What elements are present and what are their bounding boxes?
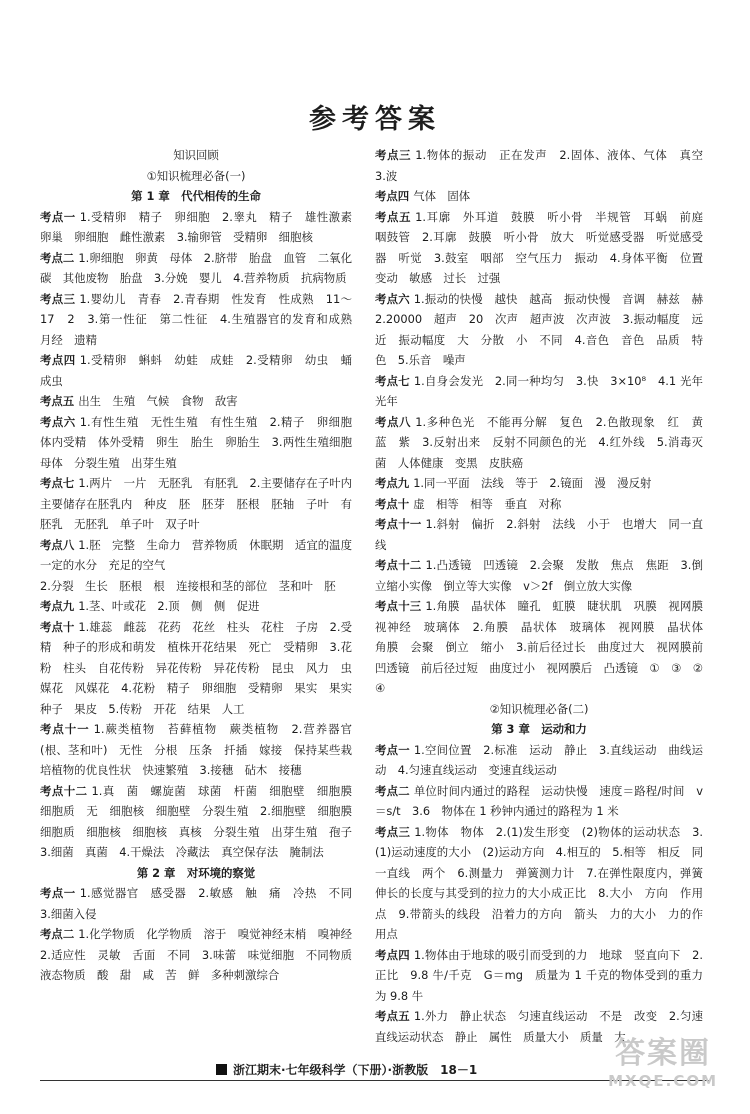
footer bbox=[216, 1061, 477, 1078]
point-label: 考点四 bbox=[40, 353, 76, 367]
answer-text: 1.真 菌 螺旋菌 球菌 杆菌 细胞壁 细胞膜 细胞质 无 细胞核 细胞壁 分裂生殖 2.细胞壁 细胞膜 细胞质 细胞核 细胞核 真核 分裂生殖 出芽生殖 孢子 3.细菌 真菌 4.干燥法 冷藏法 真空保存法 腌制法 bbox=[40, 783, 364, 859]
answer-item bbox=[40, 248, 352, 289]
answer-item bbox=[40, 576, 352, 597]
chapter-1-items bbox=[40, 207, 364, 863]
answer-item bbox=[375, 514, 703, 555]
point-label: 考点三 bbox=[40, 291, 76, 306]
answer-item bbox=[375, 822, 703, 945]
answer-text: 1.自身会发光 2.同一种均匀 3.快 3×10⁸ 4.1 光年 光年 bbox=[375, 373, 715, 408]
point-label: 考点五 bbox=[375, 209, 412, 224]
point-label: 考点九 bbox=[40, 599, 75, 613]
chapter-1-heading: 第 1 章 代代相传的生命 bbox=[131, 189, 261, 203]
point-label: 考点七 bbox=[40, 476, 75, 490]
point-label: 考点一 bbox=[40, 886, 76, 900]
point-label: 考点五 bbox=[375, 1009, 410, 1023]
answer-item bbox=[40, 473, 364, 535]
answer-text: 1.振动的快慢 越快 越高 振动快慢 音调 赫兹 赫 2.20000 超声 20 次声 超声波 次声波 3.振动幅度 远近 振动幅度 大 分散 小 不同 4.音色 音色 品质 特色 5.乐音 噪声 bbox=[375, 291, 715, 367]
answer-item bbox=[375, 186, 703, 207]
answer-item bbox=[375, 371, 715, 412]
point-label: 考点二 bbox=[375, 783, 410, 798]
answer-text: 1.卵细胞 卵黄 母体 2.脐带 胎盘 血管 二氧化碳 其他废物 胎盘 3.分娩 婴儿 4.营养物质 抗病物质 bbox=[40, 250, 352, 285]
point-label: 考点一 bbox=[375, 742, 410, 757]
answer-text: 出生 生殖 气候 食物 敌害 bbox=[78, 394, 238, 408]
answer-item bbox=[40, 412, 364, 474]
answer-item bbox=[40, 535, 364, 576]
section-heading-two: ②知识梳理必备(二) bbox=[489, 701, 589, 716]
answer-item bbox=[375, 781, 703, 822]
point-label: 考点五 bbox=[40, 394, 75, 408]
answer-text: 1.感觉器官 感受器 2.敏感 触 痛 冷热 不同 3.细菌入侵 bbox=[40, 886, 364, 921]
answer-item bbox=[375, 145, 715, 186]
chapter-3-items bbox=[375, 740, 703, 1048]
answer-text: 1.婴幼儿 青春 2.青春期 性发育 性成熟 11～17 2 3.第一性征 第二性征 4.生殖器官的发育和成熟 月经 遗精 bbox=[40, 291, 364, 347]
chapter-2-items bbox=[40, 883, 364, 986]
answer-item bbox=[375, 596, 715, 699]
answer-text: 1.受精卵 精子 卵细胞 2.睾丸 精子 雄性激素 卵巢 卵细胞 雌性激素 3.输卵管 受精卵 细胞核 bbox=[40, 209, 364, 244]
chapter-2-items-cont bbox=[375, 145, 715, 699]
watermark bbox=[608, 1028, 718, 1090]
answer-text: 单位时间内通过的路程 运动快慢 速度＝路程/时间 v＝s/t 3.6 物体在 1 秒钟内通过的路程为 1 米 bbox=[375, 783, 703, 818]
watermark-url: MXQE.COM bbox=[608, 1072, 718, 1090]
page-title: 参考答案 bbox=[309, 104, 441, 135]
point-label: 考点一 bbox=[40, 209, 76, 224]
answer-item bbox=[40, 924, 364, 986]
answer-text: 1.空间位置 2.标准 运动 静止 3.直线运动 曲线运动 4.匀速直线运动 变速直线运动 bbox=[375, 742, 703, 777]
answer-text: 1.茎、叶或花 2.顶 侧 侧 促进 bbox=[78, 599, 260, 613]
answer-text: 2.分裂 生长 胚根 根 连接根和茎的部位 茎和叶 胚 bbox=[40, 578, 336, 593]
answer-text: 虚 相等 相等 垂直 对称 bbox=[413, 496, 562, 511]
answer-item bbox=[40, 883, 364, 924]
answer-item bbox=[40, 391, 352, 412]
point-label: 考点二 bbox=[40, 250, 75, 265]
point-label: 考点十三 bbox=[375, 599, 422, 613]
point-label: 考点十二 bbox=[375, 558, 422, 572]
footer-text: 浙江期末·七年级科学（下册）·浙教版 18－1 bbox=[233, 1063, 478, 1077]
answer-item bbox=[40, 289, 364, 351]
chapter-3-heading: 第 3 章 运动和力 bbox=[491, 722, 587, 736]
answer-text: 1.化学物质 化学物质 溶于 嗅觉神经末梢 嗅神经 2.适应性 灵敏 舌面 不同 3.味蕾 味觉细胞 不同物质 液态物质 酸 甜 咸 苦 鲜 多种刺激综合 bbox=[40, 927, 364, 982]
answer-item bbox=[375, 289, 715, 371]
answer-item bbox=[40, 596, 352, 617]
point-label: 考点十 bbox=[375, 496, 410, 511]
point-label: 考点十一 bbox=[40, 722, 90, 736]
answer-text: 1.凸透镜 凹透镜 2.会聚 发散 焦点 焦距 3.倒立缩小实像 倒立等大实像 v＞2f 倒立放大实像 bbox=[375, 558, 703, 593]
watermark-logo: 答案圈 bbox=[615, 1036, 712, 1071]
answer-item bbox=[375, 555, 703, 596]
answer-item bbox=[375, 494, 703, 515]
answer-item bbox=[375, 473, 703, 494]
answer-text: 1.外力 静止状态 匀速直线运动 不是 改变 2.匀速直线运动状态 静止 属性 质量大小 质量 大 bbox=[375, 1009, 703, 1044]
section-heading-one: ①知识梳理必备(一) bbox=[146, 168, 246, 183]
point-label: 考点七 bbox=[375, 373, 410, 388]
answer-item bbox=[40, 781, 364, 863]
answer-text: 气体 固体 bbox=[413, 189, 471, 203]
chapter-2-heading: 第 2 章 对环境的察觉 bbox=[136, 865, 256, 880]
point-label: 考点九 bbox=[375, 476, 410, 490]
point-label: 考点十二 bbox=[40, 783, 88, 798]
answer-text: 1.雄蕊 雌蕊 花药 花丝 柱头 花柱 子房 2.受精 种子的形成和萌发 植株开花结果 死亡 受精卵 3.花粉 柱头 自花传粉 异花传粉 异花传粉 昆虫 风力 虫媒花 风媒花 4.花粉 精子 卵细胞 受精卵 果实 果实 种子 果皮 5.传粉 开花 结果 人工 bbox=[40, 619, 364, 716]
left-column bbox=[40, 145, 364, 986]
point-label: 考点六 bbox=[40, 414, 76, 429]
answer-item bbox=[375, 945, 703, 1007]
point-label: 考点十 bbox=[40, 619, 75, 634]
answer-item bbox=[375, 207, 715, 289]
point-label: 考点四 bbox=[375, 189, 410, 203]
review-heading: 知识回顾 bbox=[173, 148, 219, 162]
answer-item bbox=[375, 740, 703, 781]
answer-text: 1.斜射 偏折 2.斜射 法线 小于 也增大 同一直线 bbox=[375, 517, 703, 552]
answer-text: 1.多种色光 不能再分解 复色 2.色散现象 红 黄 蓝 紫 3.反射出来 反射不同颜色的光 4.红外线 5.消毒灭菌 人体健康 变黑 皮肤癌 bbox=[375, 414, 715, 470]
point-label: 考点八 bbox=[40, 537, 75, 552]
point-label: 考点八 bbox=[375, 414, 412, 429]
point-label: 考点四 bbox=[375, 947, 410, 962]
answer-item bbox=[40, 207, 364, 248]
answer-text: 1.同一平面 法线 等于 2.镜面 漫 漫反射 bbox=[413, 476, 652, 490]
answer-text: 1.物体由于地球的吸引而受到的力 地球 竖直向下 2.正比 9.8 牛/千克 G＝mg 质量为 1 千克的物体受到的重力为 9.8 牛 bbox=[375, 947, 703, 1003]
square-icon bbox=[216, 1064, 227, 1075]
right-column bbox=[375, 145, 715, 1047]
point-label: 考点六 bbox=[375, 291, 410, 306]
answer-text: 1.耳廓 外耳道 鼓膜 听小骨 半规管 耳蜗 前庭 咽鼓管 2.耳廓 鼓膜 听小骨 放大 听觉感受器 听觉感受器 听觉 3.鼓室 咽部 空气压力 振动 4.身体平衡 位置变动 敏感 过长 过强 bbox=[375, 209, 715, 285]
answer-text: 1.物体的振动 正在发声 2.固体、液体、气体 真空 3.波 bbox=[375, 148, 715, 183]
point-label: 考点二 bbox=[40, 927, 75, 941]
answer-text: 1.受精卵 蝌蚪 幼蛙 成蛙 2.受精卵 幼虫 蛹 成虫 bbox=[40, 353, 364, 388]
point-label: 考点十一 bbox=[375, 517, 422, 531]
answer-item bbox=[40, 350, 364, 391]
answer-text: 1.角膜 晶状体 瞳孔 虹膜 睫状肌 巩膜 视网膜 视神经 玻璃体 2.角膜 晶状体 玻璃体 视网膜 晶状体 角膜 会聚 倒立 缩小 3.前后径过长 曲度过大 视网膜前 凹透镜 前后径过短 曲度过小 视网膜后 凸透镜 ① ③ ② ④ bbox=[375, 599, 715, 695]
point-label: 考点三 bbox=[375, 824, 411, 839]
answer-text: 1.两片 一片 无胚乳 有胚乳 2.主要储存在子叶内 主要储存在胚乳内 种皮 胚 胚芽 胚根 胚轴 子叶 有胚乳 无胚乳 单子叶 双子叶 bbox=[40, 476, 364, 531]
answer-text: 1.蕨类植物 苔藓植物 蕨类植物 2.营养器官(根、茎和叶) 无性 分根 压条 扦插 嫁接 保持某些栽培植物的优良性状 快速繁殖 3.接穗 砧木 接穗 bbox=[40, 722, 352, 777]
answer-text: 1.胚 完整 生命力 营养物质 休眠期 适宜的温度 一定的水分 充足的空气 bbox=[40, 537, 364, 572]
answer-item bbox=[40, 617, 364, 720]
answer-item bbox=[375, 412, 715, 474]
point-label: 考点三 bbox=[375, 148, 412, 162]
answer-text: 1.物体 物体 2.(1)发生形变 (2)物体的运动状态 3.(1)运动速度的大小 (2)运动方向 4.相互的 5.相等 相反 同一直线 两个 6.测量力 弹簧测力计 7.在弹性限度内，弹簧伸长的长度与其受到的拉力的大小成正比 8.大小 方向 作用点 9.带箭头的线段 沿着力的方向 箭头 力的大小 力的作用点 bbox=[375, 824, 703, 941]
answer-item bbox=[40, 719, 352, 781]
answer-text: 1.有性生殖 无性生殖 有性生殖 2.精子 卵细胞 体内受精 体外受精 卵生 胎生 卵胎生 3.两性生殖细胞 母体 分裂生殖 出芽生殖 bbox=[40, 414, 364, 470]
